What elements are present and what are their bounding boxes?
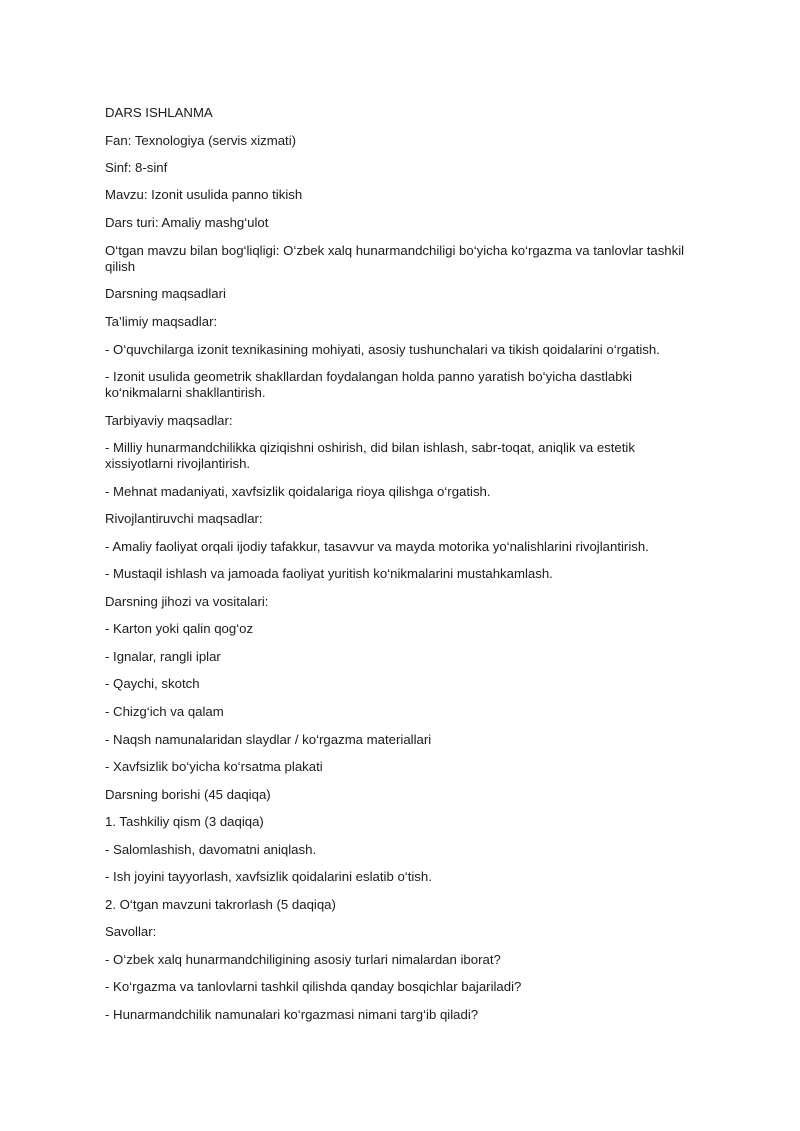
developmental-goal-item: - Amaliy faoliyat orqali ijodiy tafakkur, tasavvur va mayda motorika yo‘nalishlarini rivojlantirish. (105, 539, 649, 554)
organizational-item: - Salomlashish, davomatni aniqlash. (105, 842, 317, 857)
equipment-item: - Xavfsizlik bo‘yicha ko‘rsatma plakati (105, 759, 323, 774)
lesson-flow-heading: Darsning borishi (45 daqiqa) (105, 787, 271, 802)
developmental-goal-item: - Mustaqil ishlash va jamoada faoliyat yuritish ko‘nikmalarini mustahkamlash. (105, 566, 553, 581)
educational-goal-item: - Izonit usulida geometrik shakllardan foydalangan holda panno yaratish bo‘yicha dastlabki ko‘nikmalarni shakllantirish. (105, 369, 633, 400)
equipment-item: - Ignalar, rangli iplar (105, 649, 221, 664)
educational-goals-heading: Ta’limiy maqsadlar: (105, 314, 218, 329)
equipment-item: - Karton yoki qalin qog‘oz (105, 621, 254, 636)
equipment-item: - Qaychi, skotch (105, 676, 200, 691)
section-organizational: 1. Tashkiliy qism (3 daqiqa) (105, 814, 264, 829)
question-item: - Ko‘rgazma va tanlovlarni tashkil qilishda qanday bosqichlar bajariladi? (105, 979, 522, 994)
questions-heading: Savollar: (105, 924, 157, 939)
upbringing-goal-item: - Milliy hunarmandchilikka qiziqishni oshirish, did bilan ishlash, sabr-toqat, aniqlik va estetik xissiyotlarni rivojlantirish. (105, 440, 635, 471)
document-title: DARS ISHLANMA (105, 105, 213, 120)
upbringing-goal-item: - Mehnat madaniyati, xavfsizlik qoidalariga rioya qilishga o‘rgatish. (105, 484, 491, 499)
section-review: 2. O‘tgan mavzuni takrorlash (5 daqiqa) (105, 897, 336, 912)
grade-line: Sinf: 8-sinf (105, 160, 168, 175)
goals-heading: Darsning maqsadlari (105, 286, 226, 301)
upbringing-goals-heading: Tarbiyaviy maqsadlar: (105, 413, 233, 428)
equipment-heading: Darsning jihozi va vositalari: (105, 594, 269, 609)
subject-line: Fan: Texnologiya (servis xizmati) (105, 133, 297, 148)
previous-topic-link: O‘tgan mavzu bilan bog‘liqligi: O‘zbek xalq hunarmandchiligi bo‘yicha ko‘rgazma va tanlovlar tashkil qilish (105, 243, 685, 274)
developmental-goals-heading: Rivojlantiruvchi maqsadlar: (105, 511, 263, 526)
question-item: - O‘zbek xalq hunarmandchiligining asosiy turlari nimalardan iborat? (105, 952, 501, 967)
question-item: - Hunarmandchilik namunalari ko‘rgazmasi nimani targ‘ib qiladi? (105, 1007, 479, 1022)
topic-line: Mavzu: Izonit usulida panno tikish (105, 187, 303, 202)
equipment-item: - Naqsh namunalaridan slaydlar / ko‘rgazma materiallari (105, 732, 432, 747)
organizational-item: - Ish joyini tayyorlash, xavfsizlik qoidalarini eslatib o‘tish. (105, 869, 432, 884)
lesson-type-line: Dars turi: Amaliy mashg‘ulot (105, 215, 269, 230)
educational-goal-item: - O‘quvchilarga izonit texnikasining mohiyati, asosiy tushunchalari va tikish qoidalarini o‘rgatish. (105, 342, 660, 357)
equipment-item: - Chizg‘ich va qalam (105, 704, 224, 719)
